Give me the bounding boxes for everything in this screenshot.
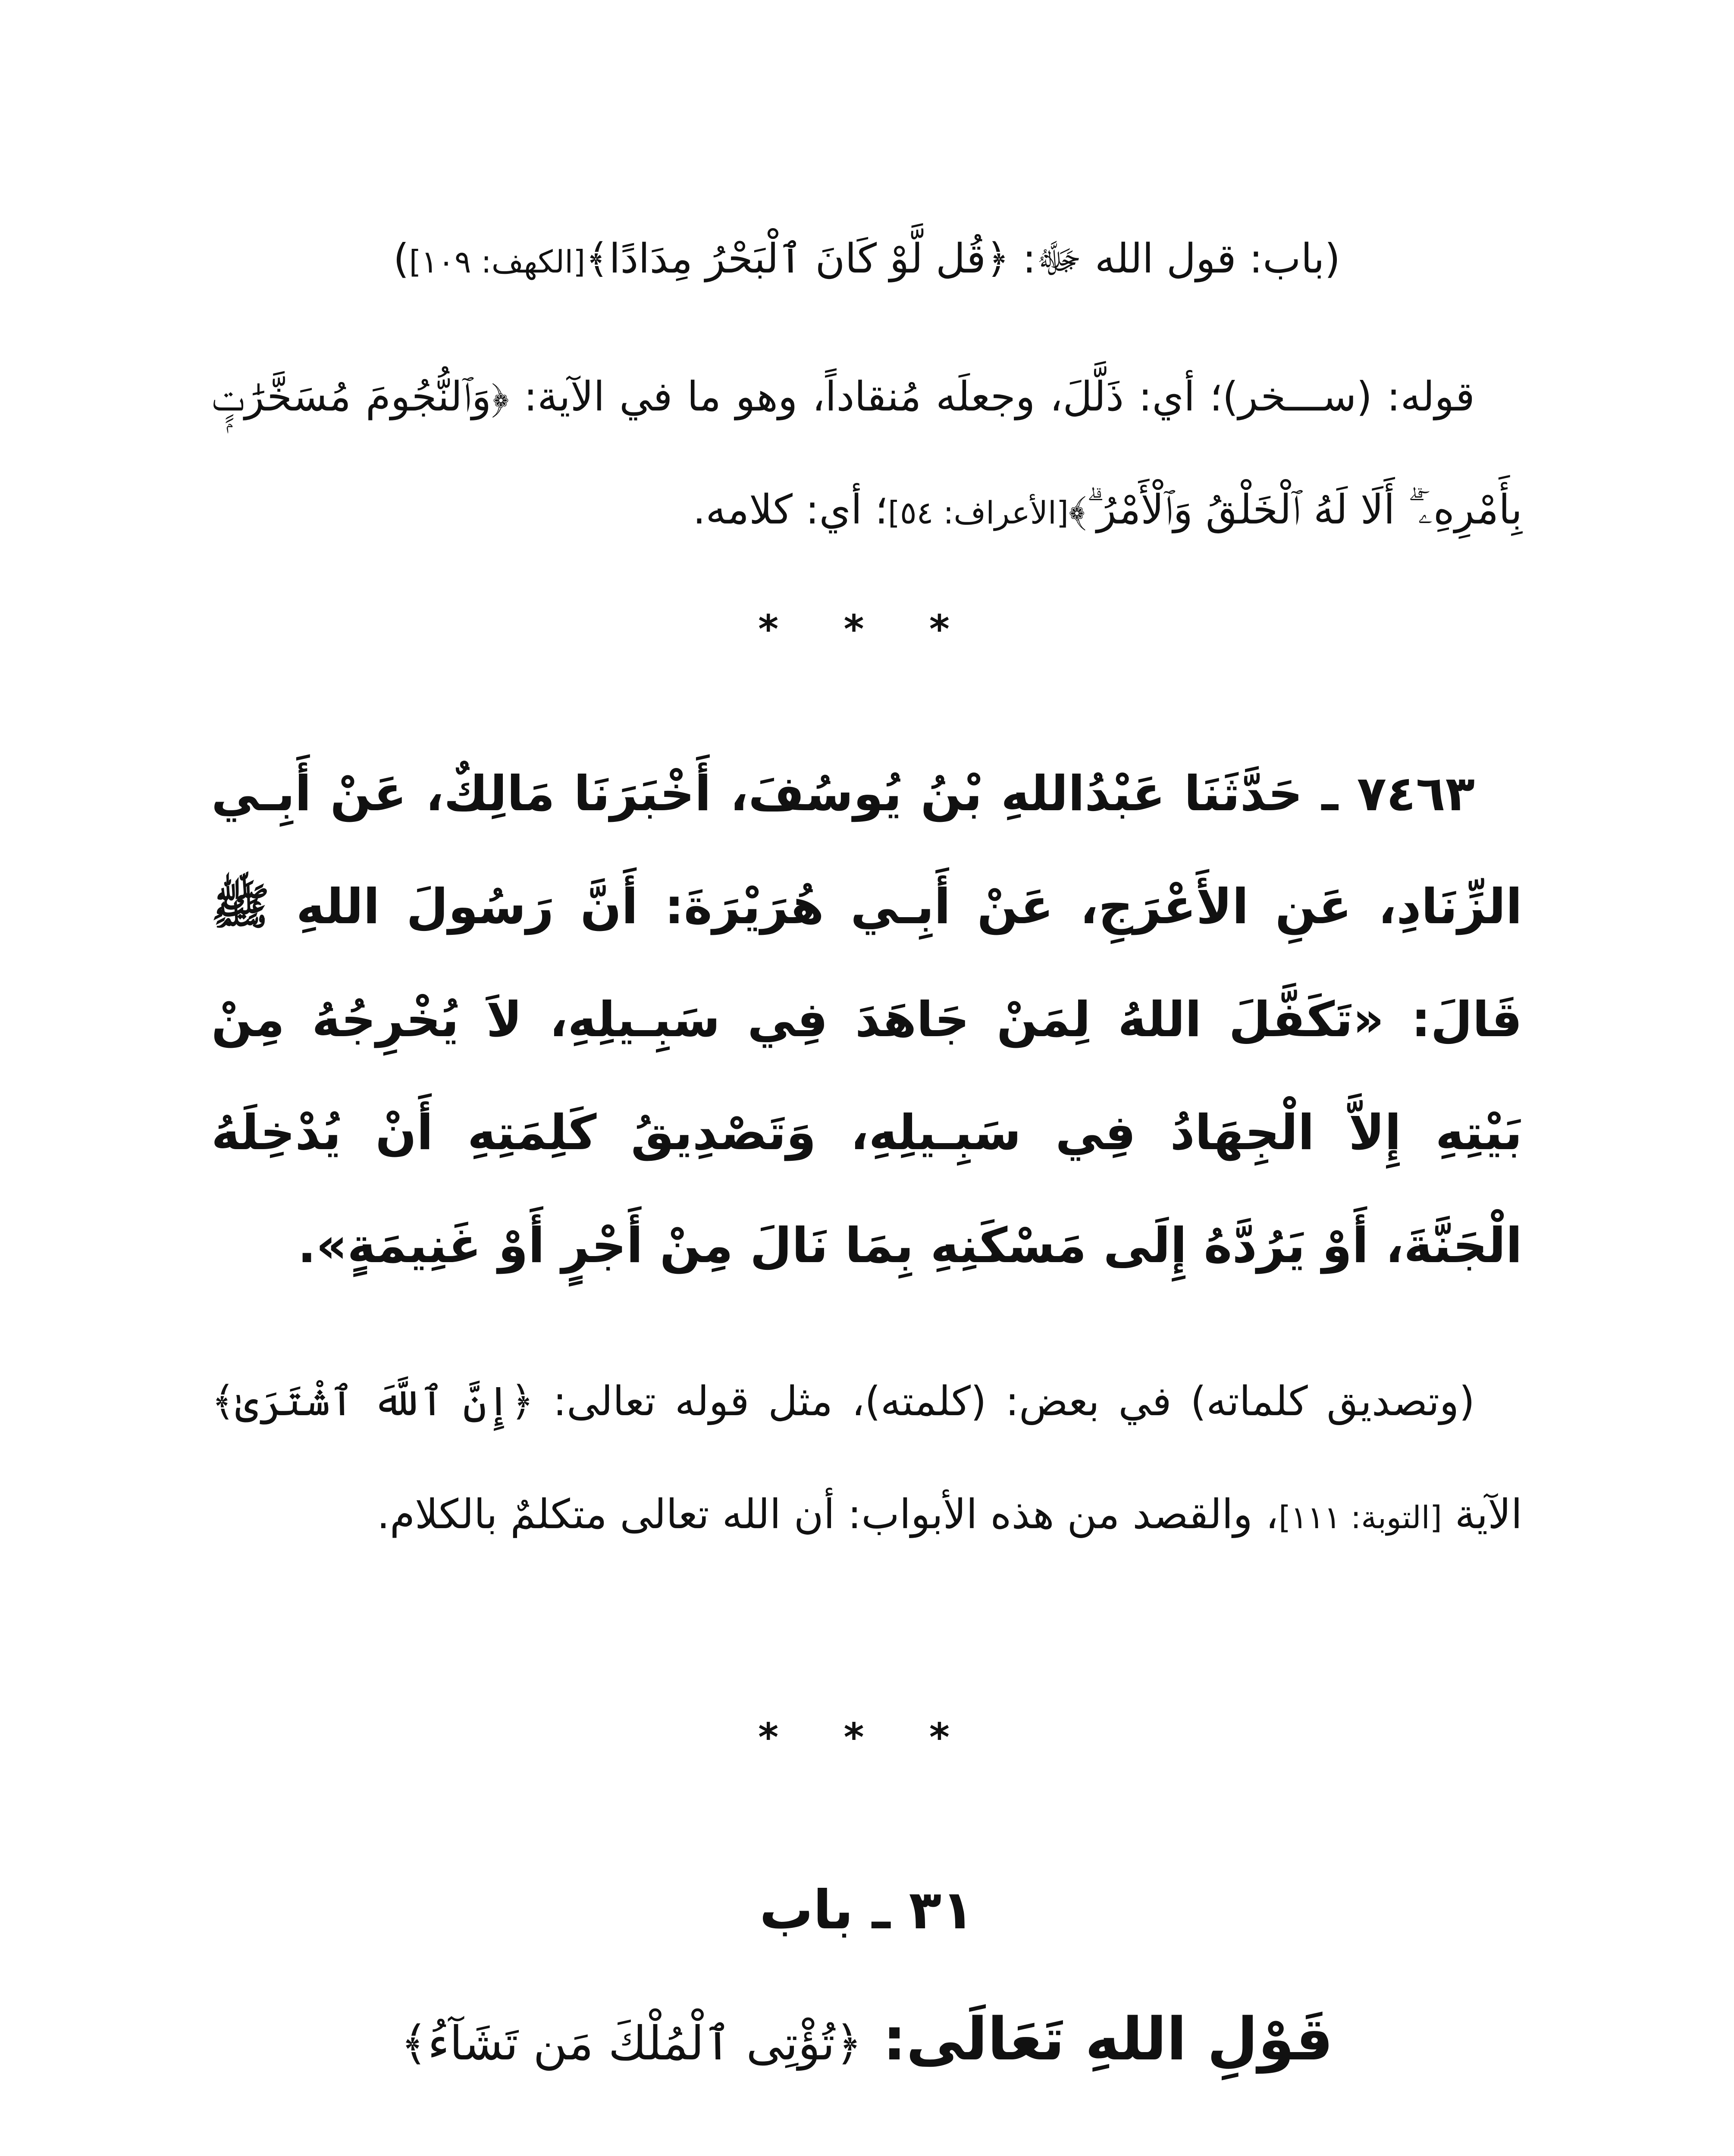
para1-text-b: ؛ أي: كلامه.	[693, 486, 888, 533]
para2-quran-quote: ﴿إِنَّ ٱللَّهَ ٱشْتَرَىٰ﴾	[211, 1378, 534, 1425]
separator-stars-2: * * *	[758, 1715, 975, 1760]
heading-suffix: )	[393, 235, 409, 282]
section-heading-line	[211, 203, 1522, 318]
heading-prefix: (باب: قول الله ﷻ:	[1010, 235, 1341, 282]
para2-text-b: الآية	[1442, 1491, 1522, 1538]
para2-text-c: ، والقصد من هذه الأبواب: أن الله تعالى متكلمٌ بالكلام.	[376, 1491, 1279, 1538]
para2-text-a: (وتصديق كلماته) في بعض: (كلمته)، مثل قوله تعالى:	[534, 1378, 1475, 1425]
commentary-paragraph-2	[211, 1345, 1522, 1574]
hadith-paragraph	[211, 737, 1522, 1302]
chapter-title-quran: ﴿تُؤْتِى ٱلْمُلْكَ مَن تَشَآءُ﴾	[400, 2017, 862, 2071]
chapter-title-prefix: قَوْلِ اللهِ تَعَالَى:	[862, 2006, 1333, 2074]
para1-text-a: قوله: (ســـخر)؛ أي: ذَلَّلَ، وجعلَه مُنقاداً، وهو ما في الآية:	[509, 373, 1475, 420]
hadith-text: ٧٤٦٣ ـ حَدَّثَنَا عَبْدُاللهِ بْنُ يُوسُفَ، أَخْبَرَنَا مَالِكٌ، عَنْ أَبِـي الزِّنَادِ، عَنِ الأَعْرَجِ، عَنْ أَبِـي هُرَيْرَةَ: أَنَّ رَسُولَ اللهِ ﷺ قَالَ: «تَكَفَّلَ اللهُ لِمَنْ جَاهَدَ فِي سَبِـيلِهِ، لاَ يُخْرِجُهُ مِنْ بَيْتِهِ إِلاَّ الْجِهَادُ فِي سَبِـيلِهِ، وَتَصْدِيقُ كَلِمَتِهِ أَنْ يُدْخِلَهُ الْجَنَّةَ، أَوْ يَرُدَّهُ إِلَى مَسْكَنِهِ بِمَا نَالَ مِنْ أَجْرٍ أَوْ غَنِيمَةٍ».	[211, 766, 1522, 1274]
para2-quran-reference: [التوبة: ١١١]	[1278, 1499, 1442, 1536]
para1-quran-reference: [الأعراف: ٥٤]	[887, 495, 1069, 531]
chapter-title	[211, 1996, 1522, 2087]
chapter-number: ٣١ ـ باب	[759, 1879, 974, 1941]
commentary-paragraph-1	[211, 341, 1522, 569]
verse-line	[211, 2152, 1522, 2156]
separator-stars-1: * * *	[758, 607, 975, 652]
para1-quran-quote: ﴿وَٱلنُّجُومَ مُسَخَّرَٰتٍۭ بِأَمْرِهِۦٓ ۗ أَلَا لَهُ ٱلْخَلْقُ وَٱلْأَمْرُ ۗ﴾	[211, 373, 1522, 533]
heading-quran-quote: ﴿قُل لَّوْ كَانَ ٱلْبَحْرُ مِدَادًا﴾	[585, 235, 1010, 282]
heading-quran-reference: [الكهف: ١٠٩]	[409, 244, 586, 280]
